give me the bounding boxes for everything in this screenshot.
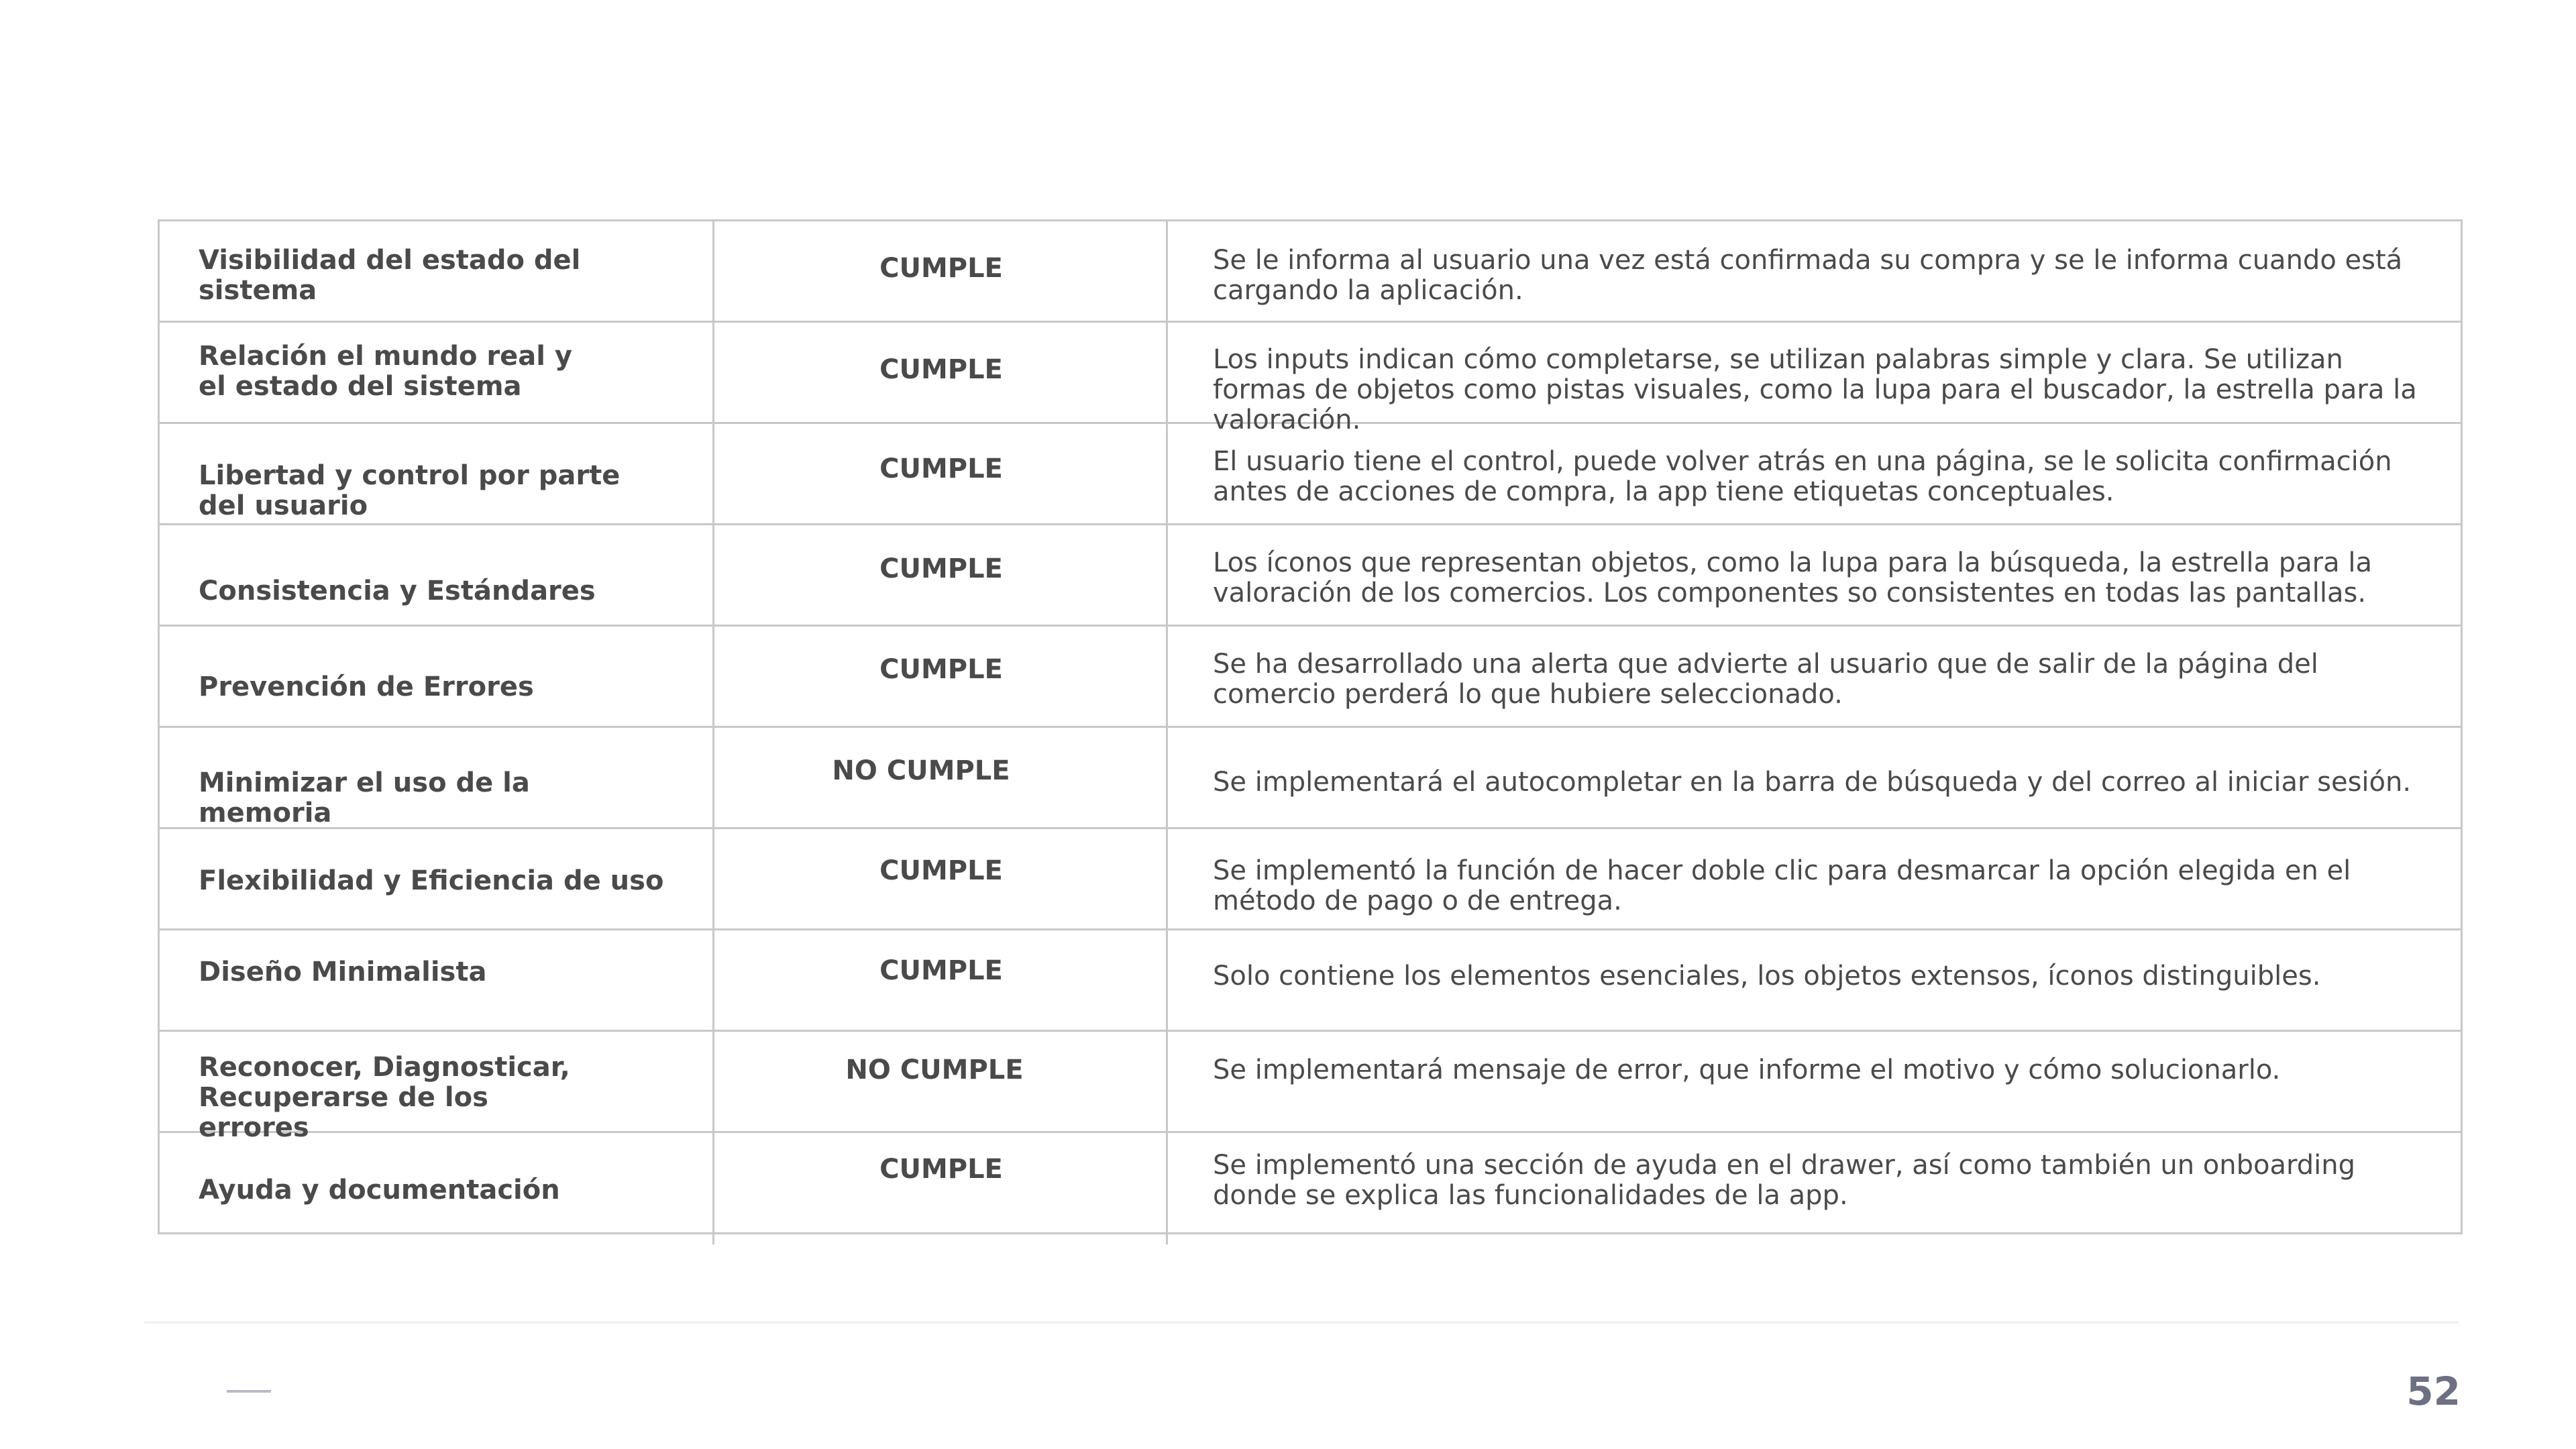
comment-cell: Se implementó una sección de ayuda en el drawer, así como también un onboarding donde se explica las funcionalidades de la app. — [1213, 1150, 2355, 1211]
table-row — [160, 221, 2461, 323]
page-number: 52 — [2406, 1368, 2461, 1414]
comment-cell: Se ha desarrollado una alerta que advierte al usuario que de salir de la página del comercio perderá lo que hubiere seleccionado. — [1213, 649, 2318, 710]
criterion-cell: Ayuda y documentación — [199, 1175, 560, 1205]
footer-divider — [144, 1322, 2459, 1324]
table-row — [160, 323, 2461, 435]
table-row — [160, 1133, 2461, 1234]
comment-cell: Solo contiene los elementos esenciales, los objetos extensos, íconos distinguibles. — [1213, 961, 2321, 991]
comment-cell: Se implementó la función de hacer doble clic para desmarcar la opción elegida en el método de pago o de entrega. — [1213, 855, 2351, 916]
comment-cell: Se implementará el autocompletar en la barra de búsqueda y del correo al iniciar sesión. — [1213, 767, 2412, 798]
table-row — [160, 1032, 2461, 1143]
status-cell: CUMPLE — [879, 253, 1003, 284]
comment-cell: Se implementará mensaje de error, que informe el motivo y cómo solucionarlo. — [1213, 1055, 2281, 1085]
criterion-cell: Consistencia y Estándares — [199, 576, 596, 606]
status-cell: NO CUMPLE — [845, 1055, 1024, 1085]
status-cell: CUMPLE — [879, 955, 1003, 986]
status-cell: CUMPLE — [879, 654, 1003, 685]
table-row — [160, 627, 2461, 728]
table-row — [160, 424, 2461, 525]
comment-cell: Los íconos que representan objetos, como la lupa para la búsqueda, la estrella para la valoración de los comercios. Los componentes so consistentes en todas las pantallas. — [1213, 547, 2372, 608]
status-cell: CUMPLE — [879, 1154, 1003, 1185]
status-cell: CUMPLE — [879, 453, 1003, 484]
table-row — [160, 728, 2461, 829]
heuristics-table — [158, 219, 2463, 1234]
comment-cell: Los inputs indican cómo completarse, se utilizan palabras simple y clara. Se utilizan formas de objetos como pistas visuales, como la lupa para el buscador, la estrella para la valoración. — [1213, 344, 2417, 435]
status-cell: CUMPLE — [879, 354, 1003, 385]
table-row — [160, 525, 2461, 627]
footer-accent-dash — [227, 1390, 271, 1393]
column-divider — [1166, 219, 1168, 1244]
comment-cell: Se le informa al usuario una vez está confirmada su compra y se le informa cuando está cargando la aplicación. — [1213, 245, 2403, 306]
status-cell: NO CUMPLE — [832, 755, 1010, 786]
criterion-cell: Visibilidad del estado del sistema — [199, 245, 581, 306]
table-row — [160, 829, 2461, 930]
criterion-cell: Libertad y control por parte del usuario — [199, 460, 621, 521]
column-divider — [712, 219, 714, 1244]
criterion-cell: Diseño Minimalista — [199, 957, 487, 987]
criterion-cell: Prevención de Errores — [199, 672, 534, 702]
table-row — [160, 930, 2461, 1032]
criterion-cell: Flexibilidad y Eficiencia de uso — [199, 865, 664, 896]
status-cell: CUMPLE — [879, 855, 1003, 886]
status-cell: CUMPLE — [879, 553, 1003, 584]
criterion-cell: Reconocer, Diagnosticar, Recuperarse de los errores — [199, 1052, 570, 1143]
criterion-cell: Minimizar el uso de la memoria — [199, 767, 530, 828]
criterion-cell: Relación el mundo real y el estado del sistema — [199, 341, 572, 402]
comment-cell: El usuario tiene el control, puede volver atrás en una página, se le solicita confirmación antes de acciones de compra, la app tiene etiquetas conceptuales. — [1213, 446, 2392, 507]
